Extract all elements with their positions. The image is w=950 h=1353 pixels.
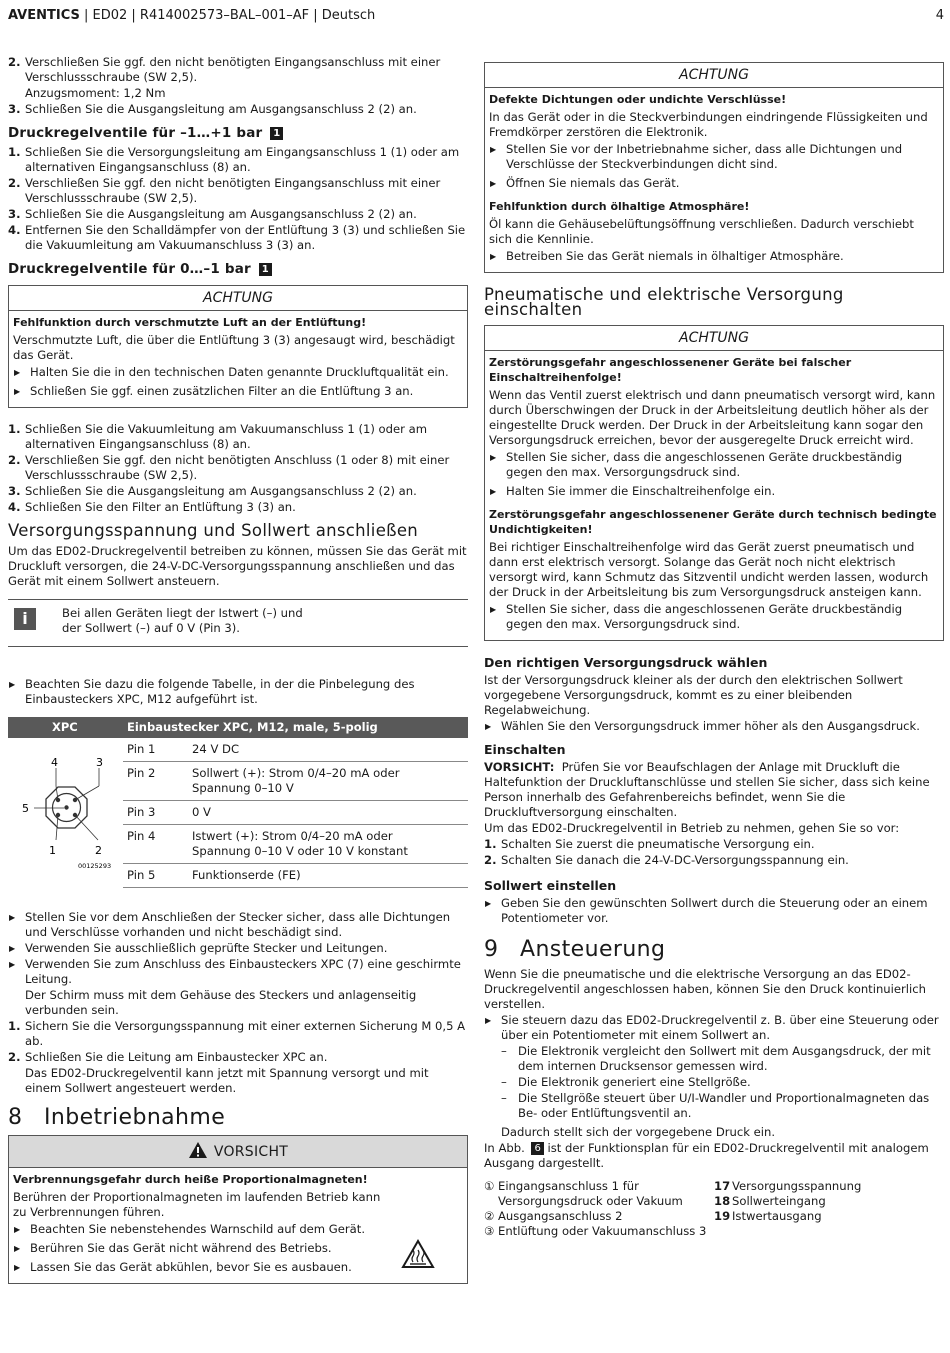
list-item: ▶ Sie steuern dazu das ED02-Druckregelventil z. B. über eine Steuerung oder über ein Potentiometer mit einem Sollwert an.: [485, 1013, 939, 1042]
list-item: 1. Schalten Sie zuerst die pneumatische Versorgung ein.: [484, 837, 815, 851]
pin-label: 4: [51, 756, 58, 769]
figure-code: 00125293: [78, 862, 112, 870]
triangle-bullet-icon: ▶: [490, 145, 497, 154]
paragraph-result: Das ED02-Druckregelventil kann jetzt mit Spannung versorgt und mit einem Sollwert angesteuert werden.: [25, 1066, 429, 1095]
pin-description: Istwert (+): Strom 0/4–20 mA oder Spannung 0–10 V oder 10 V konstant: [188, 825, 468, 864]
dash-item: – Die Elektronik vergleicht den Sollwert mit dem Ausgangsdruck, der mit dem internen Drucksensor gemessen wird.: [501, 1044, 931, 1073]
list-item: ▶ Öffnen Sie niemals das Gerät.: [490, 176, 680, 190]
pin-cell: Pin 3: [123, 801, 188, 825]
chapter-title: Ansteuerung: [520, 937, 666, 962]
hot-surface-icon: [401, 1239, 435, 1273]
heading-druckregel-1: Druckregelventile für –1…+1 bar 1: [8, 126, 468, 141]
pin-description: 0 V: [188, 801, 468, 825]
list-item: ▶ Wählen Sie den Versorgungsdruck immer höher als den Ausgangsdruck.: [485, 719, 920, 733]
paragraph-versorgung: Um das ED02-Druckregelventil betreiben zu können, müssen Sie das Gerät mit Druckluft versorgen, die 24-V-DC-Versorgungsspannung anschließen und das Gerät mit einem Sollwert ansteuern.: [8, 544, 467, 588]
list-item: 3. Schließen Sie die Ausgangsleitung am Ausgangsanschluss 2 (2) an.: [8, 484, 417, 498]
legend-column-left: [484, 1179, 714, 1239]
list-4: [8, 1019, 468, 1096]
list-item: ▶ Stellen Sie sicher, dass die angeschlossenen Geräte druckbeständig gegen den max. Versorgungsdruck sind.: [490, 602, 903, 631]
list-item: ▶ Stellen Sie vor dem Anschließen der Stecker sicher, dass alle Dichtungen und Verschlüsse vorhanden und nicht beschädigt sind.: [9, 910, 451, 939]
list-item: ▶ Betreiben Sie das Gerät niemals in ölhaltiger Atmosphäre.: [490, 249, 844, 263]
info-text: Bei allen Geräten liegt der Istwert (–) und der Sollwert (–) auf 0 V (Pin 3).: [62, 606, 303, 635]
box-title: ACHTUNG: [485, 326, 943, 351]
triangle-bullet-icon: ▶: [490, 179, 497, 188]
box-text: Öl kann die Gehäusebelüftungsöffnung verschließen. Dadurch verschiebt sich die Kennlinie.: [489, 217, 914, 246]
list-item: ▶ Halten Sie immer die Einschaltreihenfolge ein.: [490, 484, 776, 498]
paragraph-abb: In Abb. 6 ist der Funktionsplan für ein ED02-Druckregelventil mit analogem Ausgang dargestellt.: [484, 1141, 929, 1170]
box-title: ACHTUNG: [9, 286, 467, 311]
triangle-bullet-icon: ▶: [14, 1263, 21, 1272]
list-item: 3. Schließen Sie die Ausgangsleitung am Ausgangsanschluss 2 (2) an.: [8, 207, 417, 221]
chapter-number: 8: [8, 1105, 23, 1130]
heading-druckregel-2: Druckregelventile für 0…–1 bar 1: [8, 262, 468, 277]
legend-item: ① Eingangsanschluss 1 für Versorgungsdruck oder Vakuum: [484, 1179, 683, 1208]
brand-name: AVENTICS: [8, 8, 80, 23]
list-item: 2. Verschließen Sie ggf. den nicht benötigten Eingangsanschluss mit einer Verschlussschraube (SW 2,5).: [8, 55, 441, 84]
box-subtitle: Zerstörungsgefahr angeschlossenener Geräte bei falscher Einschaltreihenfolge!: [489, 356, 852, 384]
list-item: ▶ Halten Sie die in den technischen Daten genannte Druckluftqualität ein.: [14, 365, 449, 379]
pin-label: 5: [22, 802, 29, 815]
bullets-2: [8, 910, 468, 1018]
triangle-bullet-icon: ▶: [9, 913, 16, 922]
chapter-number: 9: [484, 937, 499, 962]
list-item: ▶ Stellen Sie sicher, dass die angeschlossenen Geräte druckbeständig gegen den max. Versorgungsdruck sind.: [490, 450, 903, 479]
box-text: Wenn das Ventil zuerst elektrisch und dann pneumatisch versorgt wird, kann durch Überschwingen der Druck in der Arbeitsleitung deutlich höher als der eingestellte Druck werden. Der Druck in der Arbeitsleitung kann sogar den Versorgungsdruck erreichen, bevor der ausgeregelte Druck erreicht wird.: [489, 388, 936, 447]
list-item: 2. Schalten Sie danach die 24-V-DC-Versorgungsspannung ein.: [484, 853, 849, 867]
figure-badge: 6: [531, 1142, 543, 1155]
figure-badge: 1: [270, 127, 283, 140]
legend-item: 17 Versorgungsspannung: [714, 1179, 862, 1193]
list-item: 1. Sichern Sie die Versorgungsspannung mit einer externen Sicherung M 0,5 A ab.: [8, 1019, 466, 1048]
table-header-row: [8, 717, 468, 738]
dash-item: – Die Stellgröße steuert über U/I-Wandler und Proportionalmagneten das Be- oder Entlüftungsventil an.: [501, 1091, 930, 1120]
figure-badge: 1: [259, 263, 272, 276]
page-header: [8, 8, 944, 26]
pin-label: 2: [95, 844, 102, 857]
list-item: 2. Schließen Sie die Leitung am Einbaustecker XPC an.: [8, 1050, 328, 1064]
pin-label: 1: [49, 844, 56, 857]
triangle-bullet-icon: ▶: [14, 1244, 21, 1253]
triangle-bullet-icon: ▶: [485, 722, 492, 731]
info-icon: i: [14, 608, 36, 630]
m12-connector-icon: [8, 738, 123, 878]
list-1: [8, 55, 468, 117]
achtung-box-order: [484, 325, 944, 641]
legend-item: ② Ausgangsanschluss 2: [484, 1209, 623, 1223]
list-item: 3. Schließen Sie die Ausgangsleitung am Ausgangsanschluss 2 (2) an.: [8, 102, 417, 116]
chapter-title: Inbetriebnahme: [44, 1105, 226, 1130]
list-item: ▶ Verwenden Sie ausschließlich geprüfte Stecker und Leitungen.: [9, 941, 388, 955]
triangle-bullet-icon: ▶: [14, 1225, 21, 1234]
heading-einschalten: Einschalten: [484, 742, 566, 757]
box-subtitle: Fehlfunktion durch ölhaltige Atmosphäre!: [489, 200, 750, 213]
box-title: VORSICHT: [9, 1136, 467, 1168]
paragraph-ansteuerung: Wenn Sie die pneumatische und die elektrische Versorgung an das ED02-Druckregelventil angeschlossen haben, können Sie den Druck kontinuierlich verstellen.: [484, 967, 926, 1011]
achtung-box-air: [8, 285, 468, 408]
table-row: [8, 738, 468, 762]
paragraph-schirm: Der Schirm muss mit dem Gehäuse des Steckers und anlagenseitig verbunden sein.: [25, 988, 417, 1017]
chapter-9-heading: [484, 937, 944, 962]
warning-triangle-icon: [188, 1141, 208, 1163]
pin-label: 3: [96, 756, 103, 769]
pin-cell: Pin 4: [123, 825, 188, 864]
triangle-bullet-icon: ▶: [9, 960, 16, 969]
right-column: [484, 62, 944, 1239]
list-3: [8, 422, 468, 515]
box-subtitle: Verbrennungsgefahr durch heiße Proportionalmagneten!: [13, 1173, 368, 1186]
pin-cell: Pin 1: [123, 738, 188, 762]
box-text: Bei richtiger Einschaltreihenfolge wird das Gerät zuerst pneumatisch und dann erst elektrisch versorgt. Solange das Gerät noch nicht elektrisch versorgt wird, kann Schmutz das Sitzventil undicht werden lassen, wodurch der Druck in der Arbeitsleitung bis zum Versorgungsdruck ansteigen kann.: [489, 540, 929, 599]
info-note: [8, 599, 468, 647]
list-item: 4. Schließen Sie den Filter an Entlüftung 3 (3) an.: [8, 500, 296, 514]
box-text: Verschmutzte Luft, die über die Entlüftung 3 (3) angesaugt wird, beschädigt das Gerät.: [13, 333, 455, 362]
triangle-bullet-icon: ▶: [9, 680, 16, 689]
vorsicht-box: [8, 1135, 468, 1284]
legend-item: 18 Sollwerteingang: [714, 1194, 826, 1208]
box-subtitle: Zerstörungsgefahr angeschlossenener Geräte durch technisch bedingte Undichtigkeiten!: [489, 508, 937, 536]
heading-pneumatisch: Pneumatische und elektrische Versorgung einschalten: [484, 285, 844, 319]
list-item: ▶ Berühren Sie das Gerät nicht während des Betriebs.: [14, 1241, 332, 1255]
document-id: | ED02 | R414002573–BAL–001–AF | Deutsch: [79, 8, 376, 23]
table-header-xpc: XPC: [8, 717, 123, 738]
list-item: ▶ Lassen Sie das Gerät abkühlen, bevor Sie es ausbauen.: [14, 1260, 352, 1274]
list-item: 1. Schließen Sie die Vakuumleitung am Vakuumanschluss 1 (1) oder am alternativen Eingangsanschluss (8) an.: [8, 422, 427, 451]
achtung-box-seals: [484, 62, 944, 273]
paragraph-einschalten-2: Um das ED02-Druckregelventil in Betrieb zu nehmen, gehen Sie so vor:: [484, 821, 900, 835]
legend-column-right: [714, 1179, 944, 1239]
triangle-bullet-icon: ▶: [490, 453, 497, 462]
connector-diagram: [8, 738, 123, 888]
paragraph-druck: Ist der Versorgungsdruck kleiner als der durch den elektrischen Sollwert vorgegebene Versorgungsdruck, kommt es zu einer bleibenden Regelabweichung.: [484, 673, 903, 717]
list-item: ▶ Verwenden Sie zum Anschluss des Einbausteckers XPC (7) eine geschirmte Leitung.: [9, 957, 461, 986]
pin-table: [8, 717, 468, 888]
triangle-bullet-icon: ▶: [14, 387, 21, 396]
list-item: 4. Entfernen Sie den Schalldämpfer von der Entlüftung 3 (3) und schließen Sie die Vakuumleitung am Vakuumanschluss 3 (3) an.: [8, 223, 466, 252]
pin-description: Sollwert (+): Strom 0/4–20 mA oder Spannung 0–10 V: [188, 762, 468, 801]
list-item: 1. Schließen Sie die Versorgungsleitung am Eingangsanschluss 1 (1) oder am alternativen Eingangsanschluss (8) an.: [8, 145, 460, 174]
box-text: In das Gerät oder in die Steckverbindungen eindringende Flüssigkeiten und Fremdkörper zerstören die Elektronik.: [489, 110, 928, 139]
dash-item: – Die Elektronik generiert eine Stellgröße.: [501, 1075, 751, 1089]
box-subtitle: Fehlfunktion durch verschmutzte Luft an der Entlüftung!: [13, 316, 367, 329]
list-2: [8, 145, 468, 253]
list-item: 2. Verschließen Sie ggf. den nicht benötigten Anschluss (1 oder 8) mit einer Verschlussschraube (SW 2,5).: [8, 453, 450, 482]
triangle-bullet-icon: ▶: [490, 605, 497, 614]
chapter-8-heading: [8, 1105, 468, 1130]
legend-item: ③ Entlüftung oder Vakuumanschluss 3: [484, 1224, 707, 1238]
vorsicht-label: VORSICHT:: [484, 760, 555, 774]
heading-versorgungsdruck: Den richtigen Versorgungsdruck wählen: [484, 655, 768, 670]
pin-description: Funktionserde (FE): [188, 864, 468, 888]
triangle-bullet-icon: ▶: [485, 899, 492, 908]
triangle-bullet-icon: ▶: [14, 368, 21, 377]
list-item: ▶ Beachten Sie nebenstehendes Warnschild auf dem Gerät.: [14, 1222, 366, 1236]
list-item: Anzugsmoment: 1,2 Nm: [25, 86, 166, 100]
triangle-bullet-icon: ▶: [490, 252, 497, 261]
legend-item: 19 Istwertausgang: [714, 1209, 822, 1223]
list-item: ▶ Schließen Sie ggf. einen zusätzlichen Filter an die Entlüftung 3 an.: [14, 384, 414, 398]
box-title: ACHTUNG: [485, 63, 943, 88]
figure-legend: [484, 1179, 944, 1239]
table-header-einbaustecker: Einbaustecker XPC, M12, male, 5-polig: [123, 717, 468, 738]
heading-sollwert: Sollwert einstellen: [484, 878, 617, 893]
triangle-bullet-icon: ▶: [9, 944, 16, 953]
box-text: Berühren der Proportionalmagneten im laufenden Betrieb kann zu Verbrennungen führen.: [13, 1190, 381, 1219]
list-item: ▶ Stellen Sie vor der Inbetriebnahme sicher, dass alle Dichtungen und Verschlüsse der Steckverbindungen dicht sind.: [490, 142, 903, 171]
left-column: [8, 55, 468, 1292]
paragraph-einschalten: VORSICHT: Prüfen Sie vor Beaufschlagen der Anlage mit Druckluft die Haltefunktion der Druckluftanschlüsse und stellen Sie sicher, dass sich keine Person innerhalb des Gefahrenbereichs befindet, wenn Sie die Druckluftversorgung einschalten.: [484, 760, 930, 819]
triangle-bullet-icon: ▶: [490, 487, 497, 496]
paragraph-dadurch: Dadurch stellt sich der vorgegebene Druck ein.: [501, 1125, 776, 1139]
list-item: 2. Verschließen Sie ggf. den nicht benötigten Eingangsanschluss mit einer Verschlussschraube (SW 2,5).: [8, 176, 441, 205]
box-subtitle: Defekte Dichtungen oder undichte Verschlüsse!: [489, 93, 787, 106]
list-item: ▶ Geben Sie den gewünschten Sollwert durch die Steuerung oder an einem Potentiometer vor.: [485, 896, 928, 925]
pin-cell: Pin 2: [123, 762, 188, 801]
heading-versorgungsspannung: Versorgungsspannung und Sollwert anschließen: [8, 521, 419, 540]
pin-cell: Pin 5: [123, 864, 188, 888]
triangle-bullet-icon: ▶: [485, 1016, 492, 1025]
pin-description: 24 V DC: [188, 738, 468, 762]
page-number: 4: [935, 8, 944, 23]
list-item: ▶ Beachten Sie dazu die folgende Tabelle, in der die Pinbelegung des Einbausteckers XPC, M12 aufgeführt ist.: [9, 677, 415, 706]
